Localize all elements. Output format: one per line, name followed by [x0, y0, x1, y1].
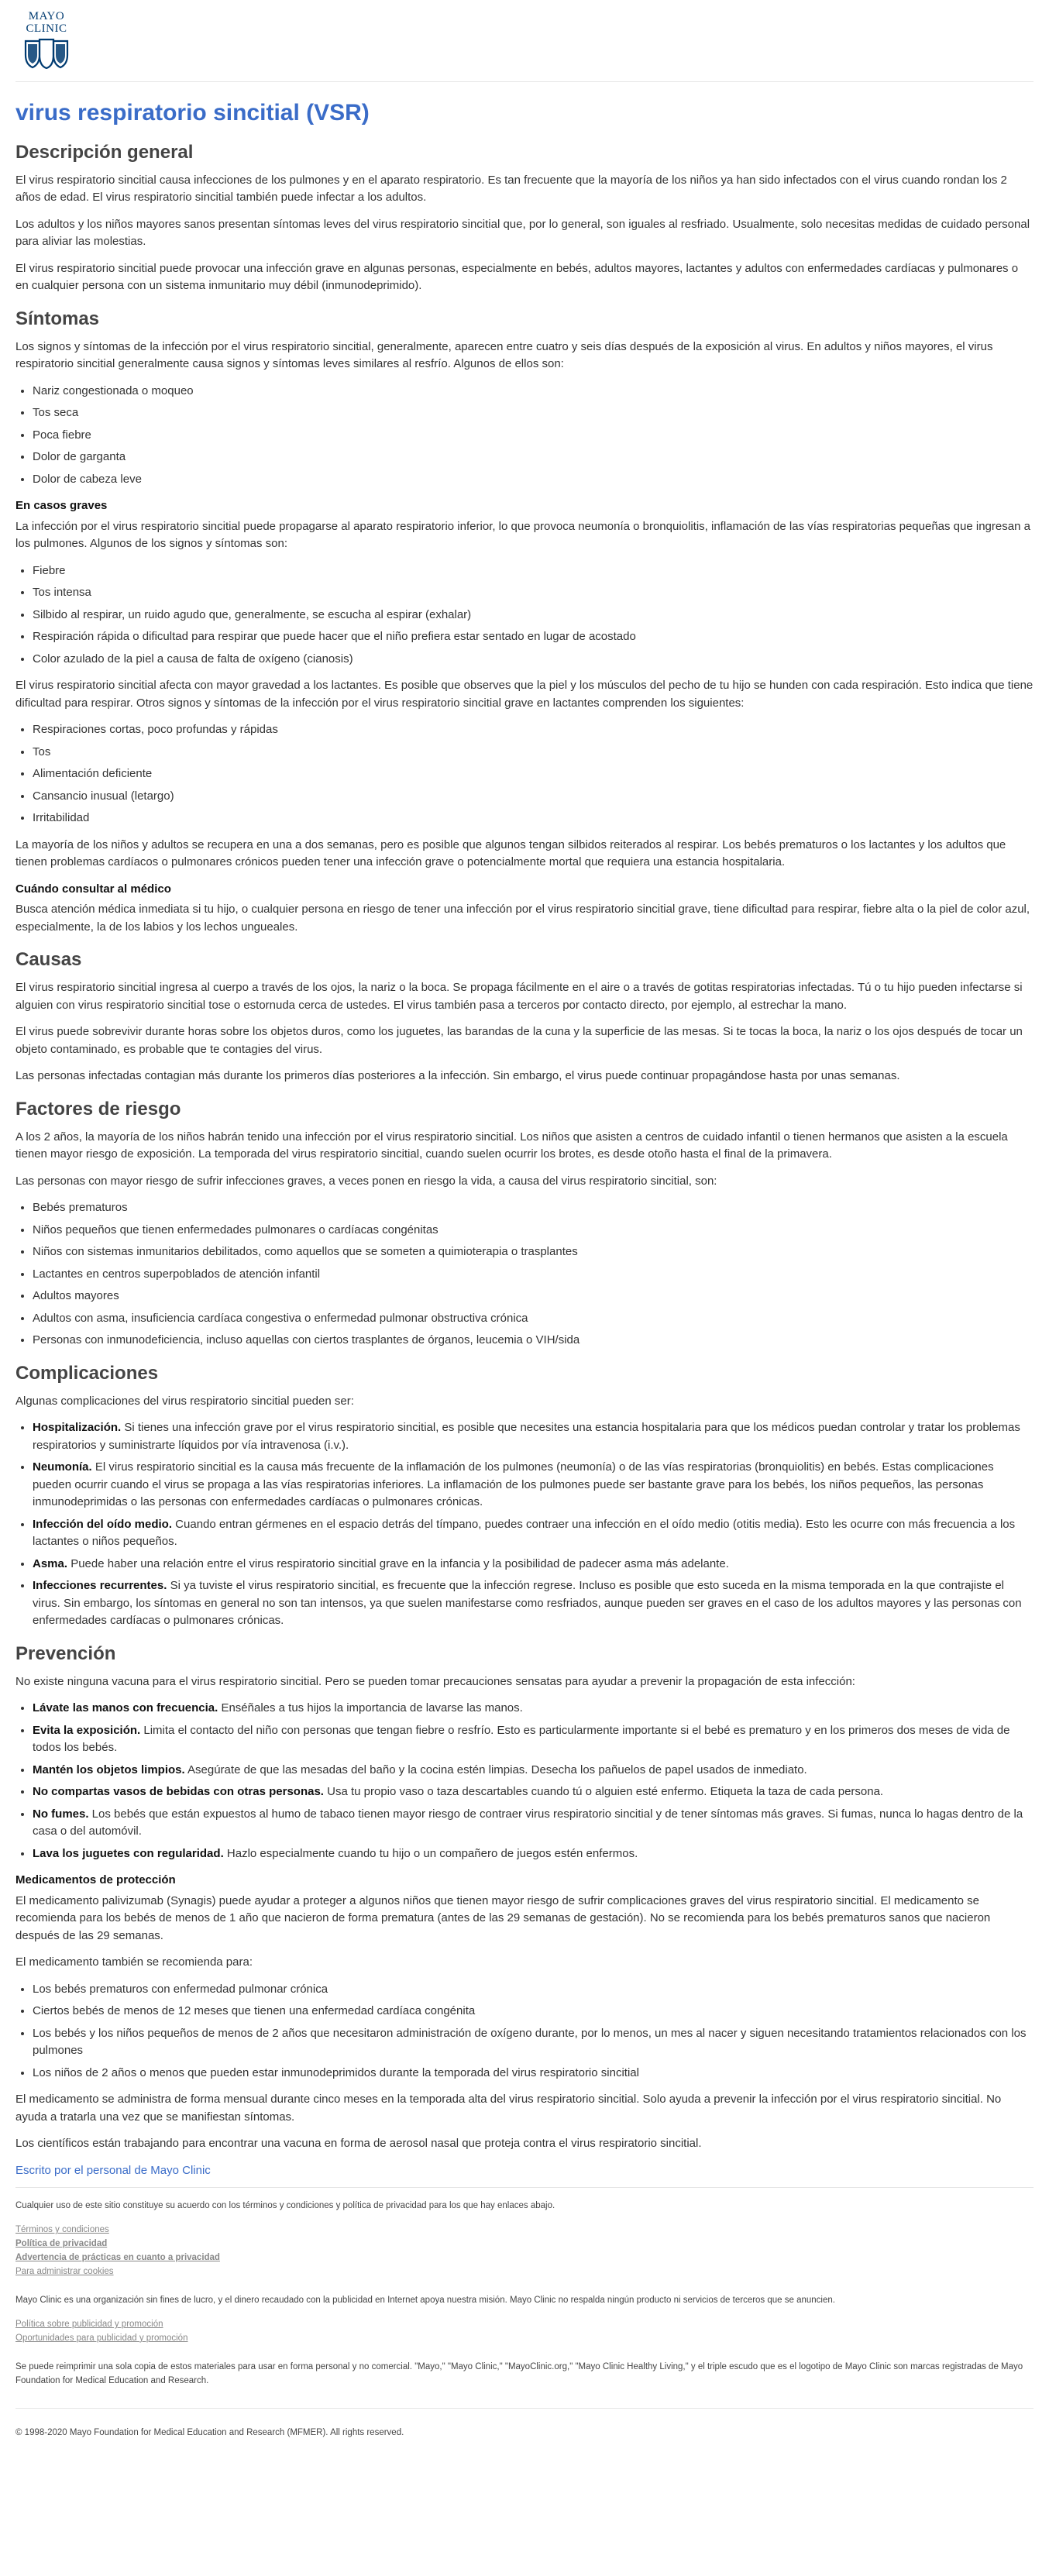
subheading: Medicamentos de protección: [15, 1873, 176, 1886]
paragraph: Busca atención médica inmediata si tu hijo, o cualquier persona en riesgo de tener una infección por el virus respiratorio sincitial grave, tiene dificultad para respirar, fiebre alta o la piel de color azul, especialmente, la de los labios y los lechos ungueales.: [15, 903, 1030, 934]
list-item: [33, 1722, 1034, 1757]
list-item-text: Usa tu propio vaso o taza descartables cuando tú o alguien esté enfermo. Etiqueta la taza de cada persona.: [323, 1785, 884, 1798]
section-heading: Prevención: [15, 1642, 116, 1664]
list-item: • Adultos con asma, insuficiencia cardíaca congestiva o enfermedad pulmonar obstructiva crónica: [33, 1310, 1034, 1328]
list-item-term: No fumes.: [33, 1807, 89, 1821]
list-item: • Lactantes en centros superpoblados de atención infantil: [33, 1266, 1034, 1284]
list-item: • Silbido al respirar, un ruido agudo que, generalmente, se escucha al espirar (exhalar): [33, 607, 1034, 624]
list-item: • Respiración rápida o dificultad para respirar que puede hacer que el niño prefiera estar sentado en lugar de acostado: [33, 628, 1034, 646]
page-title: virus respiratorio sincitial (VSR): [15, 99, 370, 126]
list-item: • Niños con sistemas inmunitarios debilitados, como aquellos que se someten a quimioterapia o trasplantes: [33, 1243, 1034, 1261]
list-item: [33, 1806, 1034, 1841]
paragraph: El medicamento también se recomienda para:: [15, 1955, 253, 1969]
paragraph: El medicamento se administra de forma mensual durante cinco meses en la temporada alta del virus respiratorio sincitial. Solo ayuda a prevenir la infección por el virus respiratorio sincitial. No ayuda a tratarla una vez que se manifiestan síntomas.: [15, 2093, 1002, 2124]
advertising-opportunities-link[interactable]: Oportunidades para publicidad y promoción: [15, 2333, 188, 2343]
list-item: • Color azulado de la piel a causa de falta de oxígeno (cianosis): [33, 651, 1034, 669]
paragraph: Algunas complicaciones del virus respiratorio sincitial pueden ser:: [15, 1394, 354, 1408]
article: [15, 99, 1034, 2180]
paragraph: El virus respiratorio sincitial ingresa al cuerpo a través de los ojos, la nariz o la boca. Se propaga fácilmente en el aire o a través de gotitas respiratorias infectadas. Tú o tu hijo pueden infectarse si alguien con virus respiratorio sincitial tose o estornuda cerca de ustedes. El virus también pasa a terceros por contacto directo, por ejemplo, al estrechar la mano.: [15, 981, 1023, 1012]
bullet-list: [15, 1700, 1034, 1862]
list-item: [33, 1459, 1034, 1512]
list-item: • Bebés prematuros: [33, 1199, 1034, 1217]
paragraph: Las personas infectadas contagian más durante los primeros días posteriores a la infección. Sin embargo, el virus puede continuar propagándose hasta por unas semanas.: [15, 1069, 900, 1082]
reprint-note: Se puede reimprimir una sola copia de estos materiales para usar en forma personal y no comercial. "Mayo," "Mayo Clinic," "MayoClinic.org," "Mayo Clinic Healthy Living," y el triple escudo que es el logotipo de Mayo Clinic son marcas registradas de Mayo Foundation for Medical Education and Research.: [15, 2361, 1023, 2386]
list-item-term: Lávate las manos con frecuencia.: [33, 1701, 218, 1714]
section-heading: Factores de riesgo: [15, 1098, 181, 1119]
nonprofit-note: Mayo Clinic es una organización sin fines de lucro, y el dinero recaudado con la publicidad en Internet apoya nuestra misión. Mayo Clinic no respalda ningún producto ni servicios de terceros que se anuncien.: [15, 2295, 835, 2305]
section-heading: Causas: [15, 949, 82, 970]
list-item-text: Los bebés que están expuestos al humo de tabaco tienen mayor riesgo de contraer virus respiratorio sincitial y de tener síntomas más graves. Si fumas, nunca lo hagas dentro de la casa o del automóvil.: [33, 1807, 1023, 1838]
terms-link[interactable]: Términos y condiciones: [15, 2225, 109, 2235]
subheading: En casos graves: [15, 499, 108, 512]
bullet-list: [15, 562, 1034, 669]
list-item-term: Neumonía.: [33, 1460, 92, 1474]
privacy-practices-link[interactable]: Advertencia de prácticas en cuanto a privacidad: [15, 2253, 220, 2263]
list-item: [33, 1700, 1034, 1718]
paragraph: A los 2 años, la mayoría de los niños habrán tenido una infección por el virus respiratorio sincitial. Los niños que asisten a centros de cuidado infantil o tienen hermanos que asisten a la escuela tienen mayor riesgo de exposición. La temporada del virus respiratorio sincitial, cuando suelen ocurrir los brotes, es desde otoño hasta el final de la primavera.: [15, 1130, 1008, 1161]
list-item: • Ciertos bebés de menos de 12 meses que tienen una enfermedad cardíaca congénita: [33, 2003, 1034, 2021]
list-item: • Los niños de 2 años o menos que pueden estar inmunodeprimidos durante la temporada del virus respiratorio sincitial: [33, 2065, 1034, 2082]
list-item-text: Asegúrate de que las mesadas del baño y la cocina estén limpias. Desecha los pañuelos de papel usados de inmediato.: [184, 1763, 807, 1776]
paragraph: El virus respiratorio sincitial puede provocar una infección grave en algunas personas, especialmente en bebés, adultos mayores, lactantes y adultos con enfermedades cardíacas y pulmonares o en cualquier persona con un sistema inmunitario muy débil (inmunodeprimido).: [15, 261, 1019, 292]
bullet-list: [15, 1981, 1034, 2082]
list-item-term: Asma.: [33, 1556, 68, 1570]
site-footer: [15, 2187, 1034, 2440]
list-item: • Fiebre: [33, 562, 1034, 580]
section-complications: [15, 1362, 1034, 1630]
list-item: • Respiraciones cortas, poco profundas y rápidas: [33, 721, 1034, 739]
section-symptoms: [15, 308, 1034, 937]
list-item-term: Infecciones recurrentes.: [33, 1579, 167, 1592]
site-header: [15, 0, 1034, 82]
advertising-policy-link[interactable]: Política sobre publicidad y promoción: [15, 2320, 163, 2330]
logo-text-line1: MAYO: [28, 10, 65, 22]
list-item: [33, 1577, 1034, 1630]
list-item: • Personas con inmunodeficiencia, incluso aquellas con ciertos trasplantes de órganos, leucemia o VIH/sida: [33, 1332, 1034, 1350]
list-item-text: Si ya tuviste el virus respiratorio sincitial, es frecuente que la infección regrese. Incluso es posible que esto suceda en la misma temporada en la que contrajiste el virus. Sin embargo, los síntomas en general no son tan intensos, ya que suelen manifestarse como resfriados, aunque pueden ser graves en el caso de los adultos mayores y las personas con enfermedades cardíacas o pulmonares crónicas.: [33, 1579, 1022, 1627]
list-item-text: Limita el contacto del niño con personas que tengan fiebre o resfrío. Esto es particularmente importante si el bebé es prematuro y en los primeros dos meses de vida de todos los bebés.: [33, 1723, 1010, 1754]
section-heading: Descripción general: [15, 141, 194, 163]
list-item-text: Puede haber una relación entre el virus respiratorio sincitial grave en la infancia y la posibilidad de padecer asma más adelante.: [67, 1556, 729, 1570]
list-item: [33, 1762, 1034, 1780]
list-item: [33, 1556, 1034, 1573]
copyright: © 1998-2020 Mayo Foundation for Medical Education and Research (MFMER). All rights reserved.: [15, 2408, 1034, 2440]
paragraph: Los científicos están trabajando para encontrar una vacuna en forma de aerosol nasal que proteja contra el virus respiratorio sincitial.: [15, 2137, 702, 2150]
section-risk-factors: [15, 1098, 1034, 1350]
subheading: Cuándo consultar al médico: [15, 882, 171, 896]
list-item-text: El virus respiratorio sincitial es la causa más frecuente de la inflamación de los pulmones (neumonía) o de las vías respiratorias (bronquiolitis) en bebés. Estas complicaciones pueden ocurrir cuando el virus se propaga a las vías respiratorias inferiores. La inflamación de los pulmones puede ser bastante grave para los bebés, los niños pequeños, las personas inmunodeprimidas o las personas con enfermedades cardíacas o pulmonares crónicas.: [33, 1460, 994, 1508]
author-link[interactable]: Escrito por el personal de Mayo Clinic: [15, 2163, 211, 2177]
terms-note: Cualquier uso de este sitio constituye su acuerdo con los términos y condiciones y política de privacidad para los que hay enlaces abajo.: [15, 2201, 555, 2210]
bullet-list: [15, 383, 1034, 489]
paragraph: El virus puede sobrevivir durante horas sobre los objetos duros, como los juguetes, las barandas de la cuna y la superficie de las mesas. Si te tocas la boca, la nariz o los ojos después de tocar un objeto contaminado, es probable que te contagies del virus.: [15, 1025, 1023, 1056]
paragraph: Las personas con mayor riesgo de sufrir infecciones graves, a veces ponen en riesgo la vida, a causa del virus respiratorio sincitial, son:: [15, 1174, 717, 1188]
list-item-term: No compartas vasos de bebidas con otras personas.: [33, 1785, 324, 1798]
paragraph: El virus respiratorio sincitial afecta con mayor gravedad a los lactantes. Es posible que observes que la piel y los músculos del pecho de tu hijo se hunden con cada respiración. Esto indica que tiene dificultad para respirar. Otros signos y síntomas de la infección por el virus respiratorio sincitial grave en lactantes comprenden los siguientes:: [15, 679, 1034, 710]
list-item: • Poca fiebre: [33, 427, 1034, 445]
list-item: [33, 1516, 1034, 1551]
list-item-term: Lava los juguetes con regularidad.: [33, 1846, 224, 1860]
list-item: • Tos intensa: [33, 584, 1034, 602]
list-item: • Dolor de garganta: [33, 449, 1034, 466]
bullet-list: [15, 721, 1034, 827]
bullet-list: [15, 1199, 1034, 1350]
legal-links: [15, 2223, 1034, 2279]
privacy-policy-link[interactable]: Política de privacidad: [15, 2239, 108, 2249]
list-item-term: Infección del oído medio.: [33, 1517, 173, 1531]
list-item: • Cansancio inusual (letargo): [33, 788, 1034, 806]
list-item-term: Hospitalización.: [33, 1421, 122, 1434]
bullet-list: [15, 1419, 1034, 1630]
list-item: [33, 1783, 1034, 1801]
manage-cookies-link[interactable]: Para administrar cookies: [15, 2266, 114, 2276]
list-item: • Alimentación deficiente: [33, 765, 1034, 783]
list-item-text: Enséñales a tus hijos la importancia de lavarse las manos.: [218, 1701, 523, 1714]
paragraph: El medicamento palivizumab (Synagis) puede ayudar a proteger a algunos niños que tienen mayor riesgo de sufrir complicaciones graves del virus respiratorio sincitial. El medicamento se recomienda para los bebés de menos de 1 año que nacieron de forma prematura (antes de las 29 semanas de gestación). No se recomienda para los bebés prematuros sanos que nacieron después de las 29 semanas.: [15, 1893, 991, 1942]
list-item-text: Si tienes una infección grave por el virus respiratorio sincitial, es posible que necesites una estancia hospitalaria para que los médicos puedan controlar y tratar los problemas respiratorios y suministrarte líquidos por vía intravenosa (i.v.).: [33, 1421, 1020, 1452]
logo-text-line2: CLINIC: [26, 22, 67, 35]
section-heading: Complicaciones: [15, 1362, 159, 1384]
list-item: • Los bebés prematuros con enfermedad pulmonar crónica: [33, 1981, 1034, 1999]
list-item-text: Cuando entran gérmenes en el espacio detrás del tímpano, puedes contraer una infección en el oído medio (otitis media). Esto les ocurre con más frecuencia a los lactantes o niños pequeños.: [33, 1517, 1016, 1548]
list-item: • Niños pequeños que tienen enfermedades pulmonares o cardíacas congénitas: [33, 1222, 1034, 1240]
section-heading: Síntomas: [15, 308, 100, 329]
paragraph: No existe ninguna vacuna para el virus respiratorio sincitial. Pero se pueden tomar precauciones sensatas para ayudar a prevenir la propagación de esta infección:: [15, 1674, 855, 1688]
list-item: • Los bebés y los niños pequeños de menos de 2 años que necesitaron administración de oxígeno durante, por lo menos, un mes al nacer y siguen necesitando tratamientos relacionados con los pulmones: [33, 2025, 1034, 2060]
list-item: • Irritabilidad: [33, 810, 1034, 827]
paragraph: El virus respiratorio sincitial causa infecciones de los pulmones y en el aparato respiratorio. Es tan frecuente que la mayoría de los niños ya han sido infectados con el virus cuando rondan los 2 años de edad. El virus respiratorio sincitial también puede infectar a los adultos.: [15, 173, 1007, 204]
paragraph: La infección por el virus respiratorio sincitial puede propagarse al aparato respiratorio inferior, lo que provoca neumonía o bronquiolitis, inflamación de las vías respiratorias pequeñas que ingresan a los pulmones. Algunos de los signos y síntomas son:: [15, 519, 1030, 550]
section-causes: [15, 948, 1034, 1085]
list-item: [33, 1419, 1034, 1454]
list-item: • Tos: [33, 744, 1034, 762]
list-item-term: Evita la exposición.: [33, 1723, 141, 1737]
section-overview: [15, 141, 1034, 295]
list-item: • Tos seca: [33, 404, 1034, 422]
advertising-links: [15, 2318, 1034, 2346]
paragraph: Los adultos y los niños mayores sanos presentan síntomas leves del virus respiratorio sincitial que, por lo general, son iguales al resfriado. Usualmente, solo necesitas medidas de cuidado personal para aliviar las molestias.: [15, 217, 1030, 248]
section-prevention: [15, 1642, 1034, 2153]
list-item-term: Mantén los objetos limpios.: [33, 1763, 185, 1776]
list-item-text: Hazlo especialmente cuando tu hijo o un compañero de juegos estén enfermos.: [223, 1846, 638, 1860]
list-item: • Dolor de cabeza leve: [33, 471, 1034, 489]
triple-shield-icon: [24, 38, 69, 69]
paragraph: La mayoría de los niños y adultos se recupera en una a dos semanas, pero es posible que algunos tengan silbidos reiterados al respirar. Los bebés prematuros o los lactantes y los adultos que tienen problemas cardíacos o pulmonares crónicos pueden tener una infección grave o potencialmente mortal que requiera una estancia hospitalaria.: [15, 837, 1006, 868]
paragraph: Los signos y síntomas de la infección por el virus respiratorio sincitial, generalmente, aparecen entre cuatro y seis días después de la exposición al virus. En adultos y niños mayores, el virus respiratorio sincitial generalmente causa signos y síntomas leves similares al resfrío. Algunos de ellos son:: [15, 339, 993, 370]
list-item: • Adultos mayores: [33, 1288, 1034, 1305]
list-item: • Nariz congestionada o moqueo: [33, 383, 1034, 401]
mayo-clinic-logo[interactable]: [15, 11, 77, 69]
list-item: [33, 1845, 1034, 1863]
